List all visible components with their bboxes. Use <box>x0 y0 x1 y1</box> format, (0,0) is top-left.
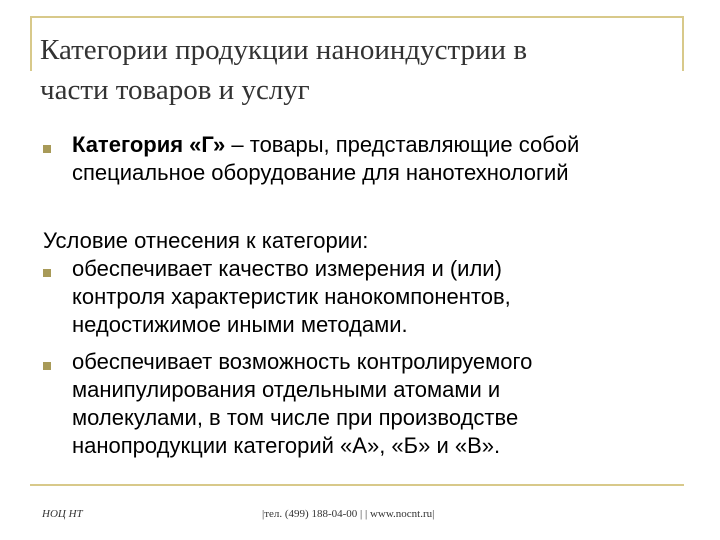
condition-heading: Условие отнесения к категории: <box>43 228 369 253</box>
footer-line <box>30 484 684 486</box>
category-line-2: специальное оборудование для нанотехнологий <box>72 160 569 185</box>
bullet-square-icon <box>43 362 51 370</box>
frame-left-line <box>30 16 32 71</box>
bullet2-line-4: нанопродукции категорий «А», «Б» и «В». <box>72 433 501 458</box>
bullet-square-icon <box>43 269 51 277</box>
bullet2-line-3: молекулами, в том числе при производстве <box>72 405 519 430</box>
title-line-1: Категории продукции наноиндустрии в <box>40 34 528 66</box>
frame-top-line <box>30 16 684 18</box>
bullet1-line-1: обеспечивает качество измерения и (или) <box>72 256 502 281</box>
category-rest: – товары, представляющие собой <box>225 132 580 157</box>
slide-title <box>40 30 680 110</box>
title-line-2: части товаров и услуг <box>40 74 310 106</box>
bullet2-line-2: манипулирования отдельными атомами и <box>72 377 501 402</box>
bullet-square-icon <box>43 145 51 153</box>
bullet2-line-1: обеспечивает возможность контролируемого <box>72 349 533 374</box>
bullet1-line-3: недостижимое иными методами. <box>72 312 408 337</box>
category-line-1 <box>72 131 579 159</box>
category-bold-label: Категория «Г» <box>72 132 226 157</box>
frame-right-line <box>682 16 684 71</box>
bullet1-line-2: контроля характеристик нанокомпонентов, <box>72 284 511 309</box>
footer-org: НОЦ НТ <box>42 508 83 520</box>
footer-contact: |тел. (499) 188-04-00 | | www.nocnt.ru| <box>262 508 435 520</box>
